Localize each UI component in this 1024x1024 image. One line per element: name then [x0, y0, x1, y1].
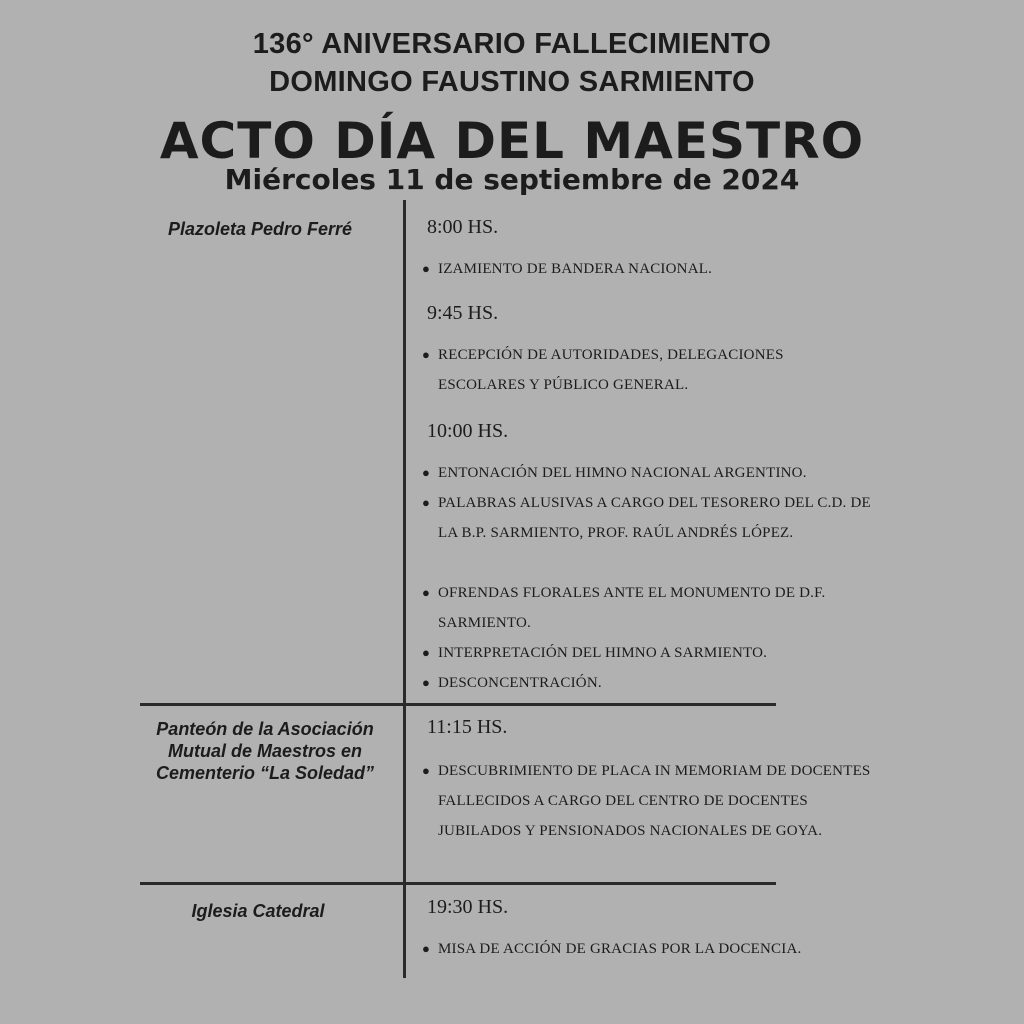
bullet-icon: ●	[422, 645, 431, 660]
schedule-item: ● OFRENDAS FLORALES ANTE EL MONUMENTO DE D.F. SARMIENTO.	[422, 578, 842, 638]
bullet-icon: ●	[422, 347, 431, 362]
time-label: 8:00 HS.	[427, 216, 499, 238]
event-title: ACTO DÍA DEL MAESTRO	[159, 112, 865, 170]
bullet-icon: ●	[422, 941, 431, 956]
column-divider	[403, 200, 406, 978]
event-date: Miércoles 11 de septiembre de 2024	[224, 163, 800, 196]
bullet-icon: ●	[422, 261, 431, 276]
bullet-icon: ●	[422, 585, 431, 600]
section-divider	[140, 882, 776, 885]
schedule-item: ● MISA DE ACCIÓN DE GRACIAS POR LA DOCENCIA.	[422, 934, 892, 964]
schedule-item: ● ENTONACIÓN DEL HIMNO NACIONAL ARGENTINO.	[422, 458, 892, 488]
anniversary-line: 136° ANIVERSARIO FALLECIMIENTO	[252, 28, 772, 60]
bullet-icon: ●	[422, 763, 431, 778]
time-label: 19:30 HS.	[427, 896, 509, 918]
schedule-item: ● INTERPRETACIÓN DEL HIMNO A SARMIENTO.	[422, 638, 892, 668]
schedule-item: ● DESCONCENTRACIÓN.	[422, 668, 892, 698]
bullet-icon: ●	[422, 465, 431, 480]
bullet-icon: ●	[422, 675, 431, 690]
venue-label: Iglesia Catedral	[191, 901, 325, 921]
section-divider	[140, 703, 776, 706]
bullet-icon: ●	[422, 495, 431, 510]
time-label: 10:00 HS.	[427, 420, 509, 442]
venue-label: Panteón de la Asociación Mutual de Maestros en Cementerio “La Soledad”	[155, 719, 375, 783]
honoree-name: DOMINGO FAUSTINO SARMIENTO	[269, 66, 755, 98]
venue-label: Plazoleta Pedro Ferré	[167, 219, 353, 239]
time-label: 9:45 HS.	[427, 302, 499, 324]
time-label: 11:15 HS.	[427, 716, 508, 738]
schedule-item: ● RECEPCIÓN DE AUTORIDADES, DELEGACIONES ESCOLARES Y PÚBLICO GENERAL.	[422, 340, 832, 400]
schedule-item: ● PALABRAS ALUSIVAS A CARGO DEL TESORERO DEL C.D. DE LA B.P. SARMIENTO, PROF. RAÚL ANDRÉS LÓPEZ.	[422, 488, 877, 548]
schedule-item: ● IZAMIENTO DE BANDERA NACIONAL.	[422, 254, 892, 284]
schedule-item: ● DESCUBRIMIENTO DE PLACA IN MEMORIAM DE DOCENTES FALLECIDOS A CARGO DEL CENTRO DE DOCENTES JUBILADOS Y PENSIONADOS NACIONALES DE GOYA.	[422, 756, 887, 846]
